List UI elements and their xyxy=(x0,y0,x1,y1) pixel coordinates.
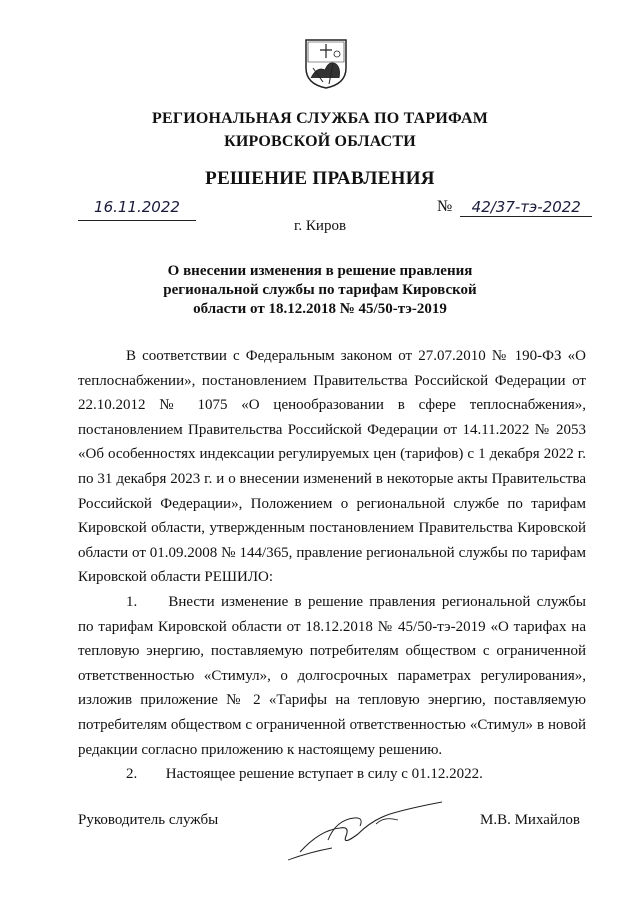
document-title: РЕШЕНИЕ ПРАВЛЕНИЯ xyxy=(205,168,435,189)
document-number: 42/37-тэ-2022 xyxy=(460,198,592,217)
handwritten-signature xyxy=(280,790,450,865)
list-item xyxy=(78,590,586,762)
document-body xyxy=(78,344,586,787)
city: г. Киров xyxy=(293,218,347,234)
preamble-paragraph: В соответствии с Федеральным законом от 27.07.2010 № 190-ФЗ «О теплоснабжении», постановлением Правительства Российской Федерации от 22.10.2012 № 1075 «О ценообразовании в сфере теплоснабжения», постановлением Правительства Российской Федерации от 14.11.2022 № 2053 «Об особенностях индексации регулируемых цен (тарифов) с 1 декабря 2022 г. по 31 декабря 2023 г. и о внесении изменений в некоторые акты Правительства Российской Федерации», Положением о региональной службе по тарифам Кировской области, утвержденным постановлением Правительства Кировской области от 01.09.2008 № 144/365, правление региональной службы по тарифам Кировской области РЕШИЛО: xyxy=(78,348,586,586)
item-text: Внести изменение в решение правления региональной службы по тарифам Кировской области от 18.12.2018 № 45/50-тэ-2019 «О тарифах на тепловую энергию, поставляемую потребителям обществом с ограниченной ответственностью «Стимул», о долгосрочных параметрах регулирования», изложив приложение № 2 «Тарифы на тепловую энергию, поставляемую потребителям обществом с ограниченной ответственностью «Стимул» в новой редакции согласно приложению к настоящему решению. xyxy=(78,593,587,758)
item-number: 2. xyxy=(126,766,138,783)
document-number-block xyxy=(437,198,592,220)
item-number: 1. xyxy=(126,593,138,610)
list-item xyxy=(78,762,586,787)
kirov-coat-of-arms-icon xyxy=(303,38,349,90)
signatory-name: М.В. Михайлов xyxy=(480,812,581,828)
document-date: 16.11.2022 xyxy=(78,198,196,221)
signatory-role: Руководитель службы xyxy=(78,812,219,828)
document-subject: О внесении изменения в решение правления региональной службы по тарифам Кировской области от 18.12.2018 № 45/50-тэ-2019 xyxy=(163,263,477,317)
org-name-line1: РЕГИОНАЛЬНАЯ СЛУЖБА ПО ТАРИФАМ xyxy=(151,110,489,127)
number-sign: № xyxy=(437,198,453,215)
org-name-line2: КИРОВСКОЙ ОБЛАСТИ xyxy=(224,133,416,150)
item-text: Настоящее решение вступает в силу с 01.12.2022. xyxy=(165,766,483,783)
